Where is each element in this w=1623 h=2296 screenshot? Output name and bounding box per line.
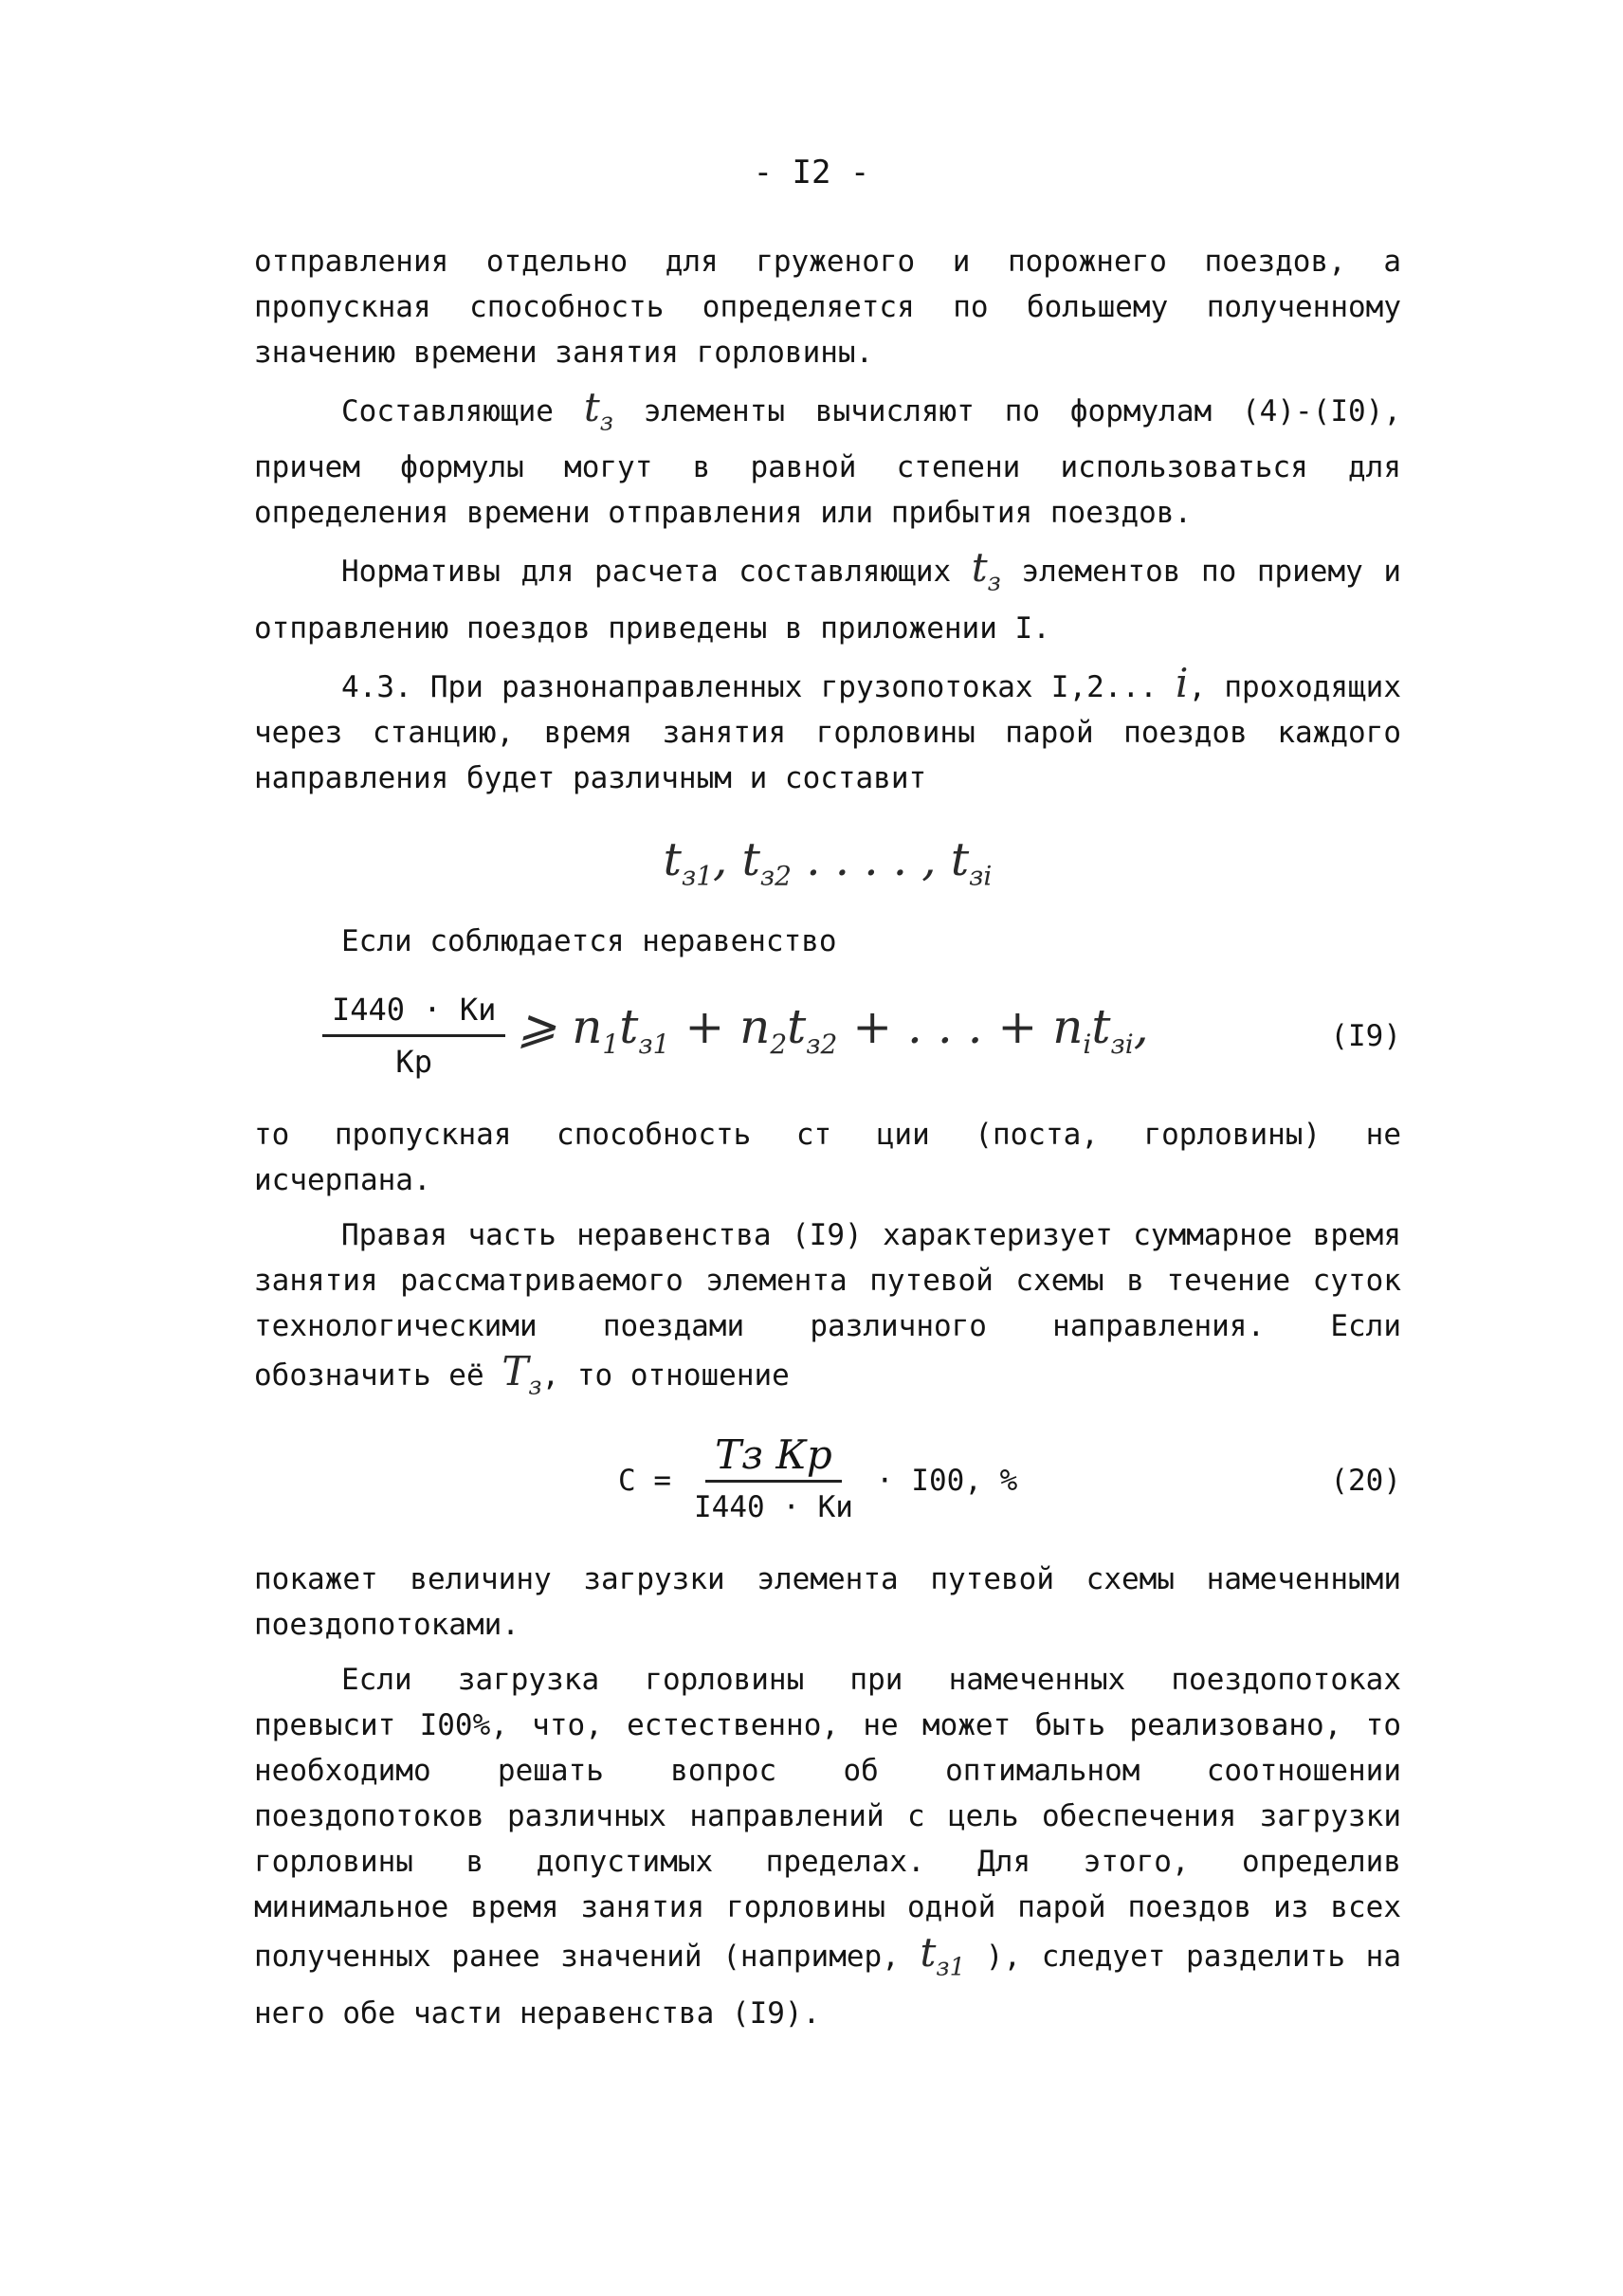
eq19-denominator: Кр bbox=[395, 1044, 432, 1081]
t-z1-symbol: $t_{з1}$ bbox=[920, 1929, 966, 1982]
paragraph-2-start: Составляющие bbox=[341, 394, 554, 428]
t-z-symbol: $t_з$ bbox=[971, 544, 1001, 597]
paragraph-4 bbox=[254, 661, 1401, 801]
formula-list: $t_{з1}$, $t_{з2}$ . . . . , $t_{зi}$ bbox=[663, 832, 993, 892]
eq20-numerator: Тз Кр bbox=[705, 1432, 842, 1483]
equation-19 bbox=[254, 970, 1401, 1102]
equation-20 bbox=[254, 1414, 1401, 1547]
paragraph-3 bbox=[254, 545, 1401, 650]
eq20-denominator: I440 · Ки bbox=[694, 1489, 853, 1524]
paragraph-7 bbox=[254, 1212, 1401, 1409]
i-symbol: i bbox=[1176, 659, 1189, 706]
eq20-lhs: С = bbox=[618, 1464, 671, 1499]
paragraph-3-end: элементов по приему и отправлению поездов приведены в приложении I. bbox=[254, 555, 1402, 646]
paragraph-5: Если соблюдается неравенство bbox=[341, 923, 837, 958]
eq19-right-side: ⩾ $n_1t_{з1} + n_2t_{з2}$ + . . . + $n_it_{зi}$, bbox=[517, 999, 1149, 1061]
eq19-number: (I9) bbox=[1330, 1018, 1401, 1053]
paragraph-9 bbox=[254, 1657, 1401, 2035]
eq19-fraction bbox=[322, 987, 505, 1084]
paragraph-6: то пропускная способность ст ции (поста, горловины) не исчерпана. bbox=[254, 1117, 1401, 1197]
paragraph-2 bbox=[254, 385, 1401, 536]
paragraph-2-end: элементы вычисляют по формулам (4)-(I0), причем формулы могут в равной степени использоваться для определения времени отправления или прибытия поездов. bbox=[254, 394, 1401, 531]
paragraph-8: покажет величину загрузки элемента путевой схемы намеченными поездопотоками. bbox=[254, 1562, 1401, 1643]
T-z-symbol: $Т_з$ bbox=[501, 1347, 542, 1401]
paragraph-7-start: Правая часть неравенства (I9) характеризует суммарное время занятия рассматриваемого элемента путевой схемы в течение суток технологическими поездами различного направления. Если обозначить её bbox=[254, 1217, 1401, 1393]
paragraph-9-end: ), следует разделить на него обе части неравенства (I9). bbox=[254, 1940, 1401, 2031]
eq20-tail: · I00, % bbox=[875, 1464, 1018, 1499]
paragraph-7-end: , то отношение bbox=[541, 1358, 790, 1393]
formula-list-dots: . . . . , bbox=[806, 832, 937, 886]
body-text bbox=[254, 239, 1401, 2036]
eq19-relation: ⩾ bbox=[517, 999, 557, 1055]
page-number: - I2 - bbox=[753, 154, 870, 191]
paragraph-4-end: , проходящих через станцию, время занятия горловины парой поездов каждого направления будет различным и составит bbox=[254, 669, 1401, 795]
paragraph-3-start: Нормативы для расчета составляющих bbox=[341, 555, 952, 590]
eq20-fraction bbox=[684, 1432, 863, 1530]
paragraph-4-start: 4.3. При разнонаправленных грузопотоках I,2... bbox=[341, 669, 1158, 704]
eq19-numerator: I440 · Ки bbox=[322, 987, 505, 1037]
paragraph-1: отправления отдельно для груженого и порожнего поездов, а пропускная способность определяется по большему полученному значению времени занятия горловины. bbox=[254, 245, 1401, 370]
eq20-number: (20) bbox=[1330, 1464, 1401, 1499]
t-z-symbol: $t_з$ bbox=[583, 384, 613, 437]
paragraph-9-start: Если загрузка горловины при намеченных поездопотоках превысит I00%, что, естественно, не может быть реализовано, то необходимо решать вопрос об оптимальном соотношении поездопотоков различных направлений с цель обеспечения загрузки горловины в допустимых пределах. Для этого, определив минимальное время занятия горловины одной парой поездов из всех полученных ранее значений (например, bbox=[254, 1663, 1401, 1975]
